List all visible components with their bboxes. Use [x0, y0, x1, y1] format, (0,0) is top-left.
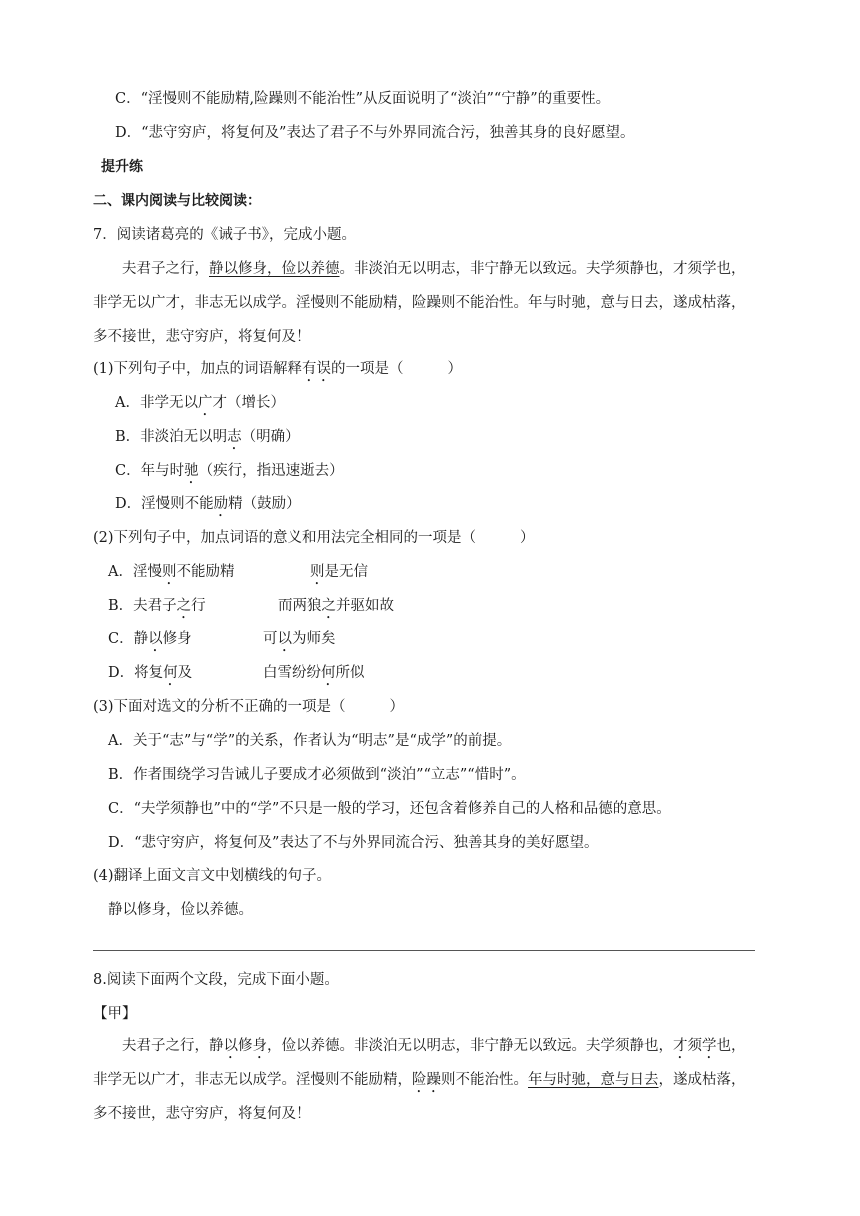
q7-s1-option-d: D．淫慢则不能励精（鼓励） [115, 496, 301, 512]
q7-s4-stem: (4)翻译上面文言文中划横线的句子。 [93, 868, 332, 884]
q7-s2-option-b: B．夫君子之行 [108, 598, 206, 614]
q7-intro: 7．阅读诸葛亮的《诫子书》，完成小题。 [93, 227, 356, 243]
underlined-sentence: 年与时驰，意与日去 [528, 1072, 659, 1088]
q7-s2-option-a-compare: 则是无信 [310, 564, 368, 580]
q7-s1-option-c: C．年与时驰（疾行，指迅速逝去） [115, 463, 344, 479]
q7-s3-option-b: B．作者围绕学习告诫儿子要成才必须做到“淡泊”“立志”“惜时”。 [108, 767, 526, 783]
underlined-sentence: 静以修身，俭以养德 [209, 261, 340, 277]
q7-s2-option-d-compare: 白雪纷纷何所似 [263, 665, 365, 681]
option-d: D．“悲守穷庐，将复何及”表达了君子不与外界同流合污，独善其身的良好愿望。 [115, 125, 635, 141]
q7-s2-option-c-compare: 可以为师矣 [263, 631, 336, 647]
q7-s2-option-a: A．淫慢则不能励精 [108, 564, 235, 580]
q7-passage-line-1: 夫君子之行，静以修身，俭以养德。非淡泊无以明志，非宁静无以致远。夫学须静也，才须学也， [122, 261, 746, 277]
q7-s3-stem: (3)下面对选文的分析不正确的一项是（ ） [93, 699, 405, 715]
q7-s1-option-a: A．非学无以广才（增长） [115, 395, 285, 411]
option-c: C．“淫慢则不能励精,险躁则不能治性”从反面说明了“淡泊”“宁静”的重要性。 [115, 91, 611, 107]
q7-s4-sentence: 静以修身，俭以养德。 [108, 902, 253, 918]
q7-passage-line-3: 多不接世，悲守穷庐，将复何及！ [93, 329, 311, 345]
q7-s3-option-a: A．关于“志”与“学”的关系，作者认为“明志”是“成学”的前提。 [108, 733, 512, 749]
q8-passage-line-1: 夫君子之行，静以修身，俭以养德。非淡泊无以明志，非宁静无以致远。夫学须静也，才须学也， [122, 1038, 746, 1054]
q8-intro: 8.阅读下面两个文段，完成下面小题。 [93, 972, 339, 988]
q8-passage-line-2: 非学无以广才，非志无以成学。淫慢则不能励精，险躁则不能治性。年与时驰，意与日去，遂成枯落， [93, 1072, 746, 1088]
q7-passage-line-2: 非学无以广才，非志无以成学。淫慢则不能励精，险躁则不能治性。年与时驰，意与日去，遂成枯落， [93, 295, 746, 311]
q7-s1-stem: (1)下列句子中，加点的词语解释有误的一项是（ ） [93, 361, 463, 377]
q7-s2-option-d: D．将复何及 [108, 665, 193, 681]
q7-s3-option-d: D．“悲守穷庐，将复何及”表达了不与外界同流合污、独善其身的美好愿望。 [108, 835, 599, 851]
q8-label: 【甲】 [93, 1006, 137, 1022]
section-heading: 二、课内阅读与比较阅读： [93, 193, 261, 209]
section-title: 提升练 [101, 159, 143, 175]
q7-s1-option-b: B．非淡泊无以明志（明确） [115, 429, 300, 445]
q7-s2-option-b-compare: 而两狼之并驱如故 [278, 598, 394, 614]
q7-s2-option-c: C．静以修身 [108, 631, 192, 647]
q7-s2-stem: (2)下列句子中，加点词语的意义和用法完全相同的一项是（ ） [93, 530, 535, 546]
answer-line [93, 950, 755, 951]
q8-passage-line-3: 多不接世，悲守穷庐，将复何及！ [93, 1106, 311, 1122]
q7-s3-option-c: C．“夫学须静也”中的“学”不只是一般的学习，还包含着修养自己的人格和品德的意思。 [108, 801, 671, 817]
